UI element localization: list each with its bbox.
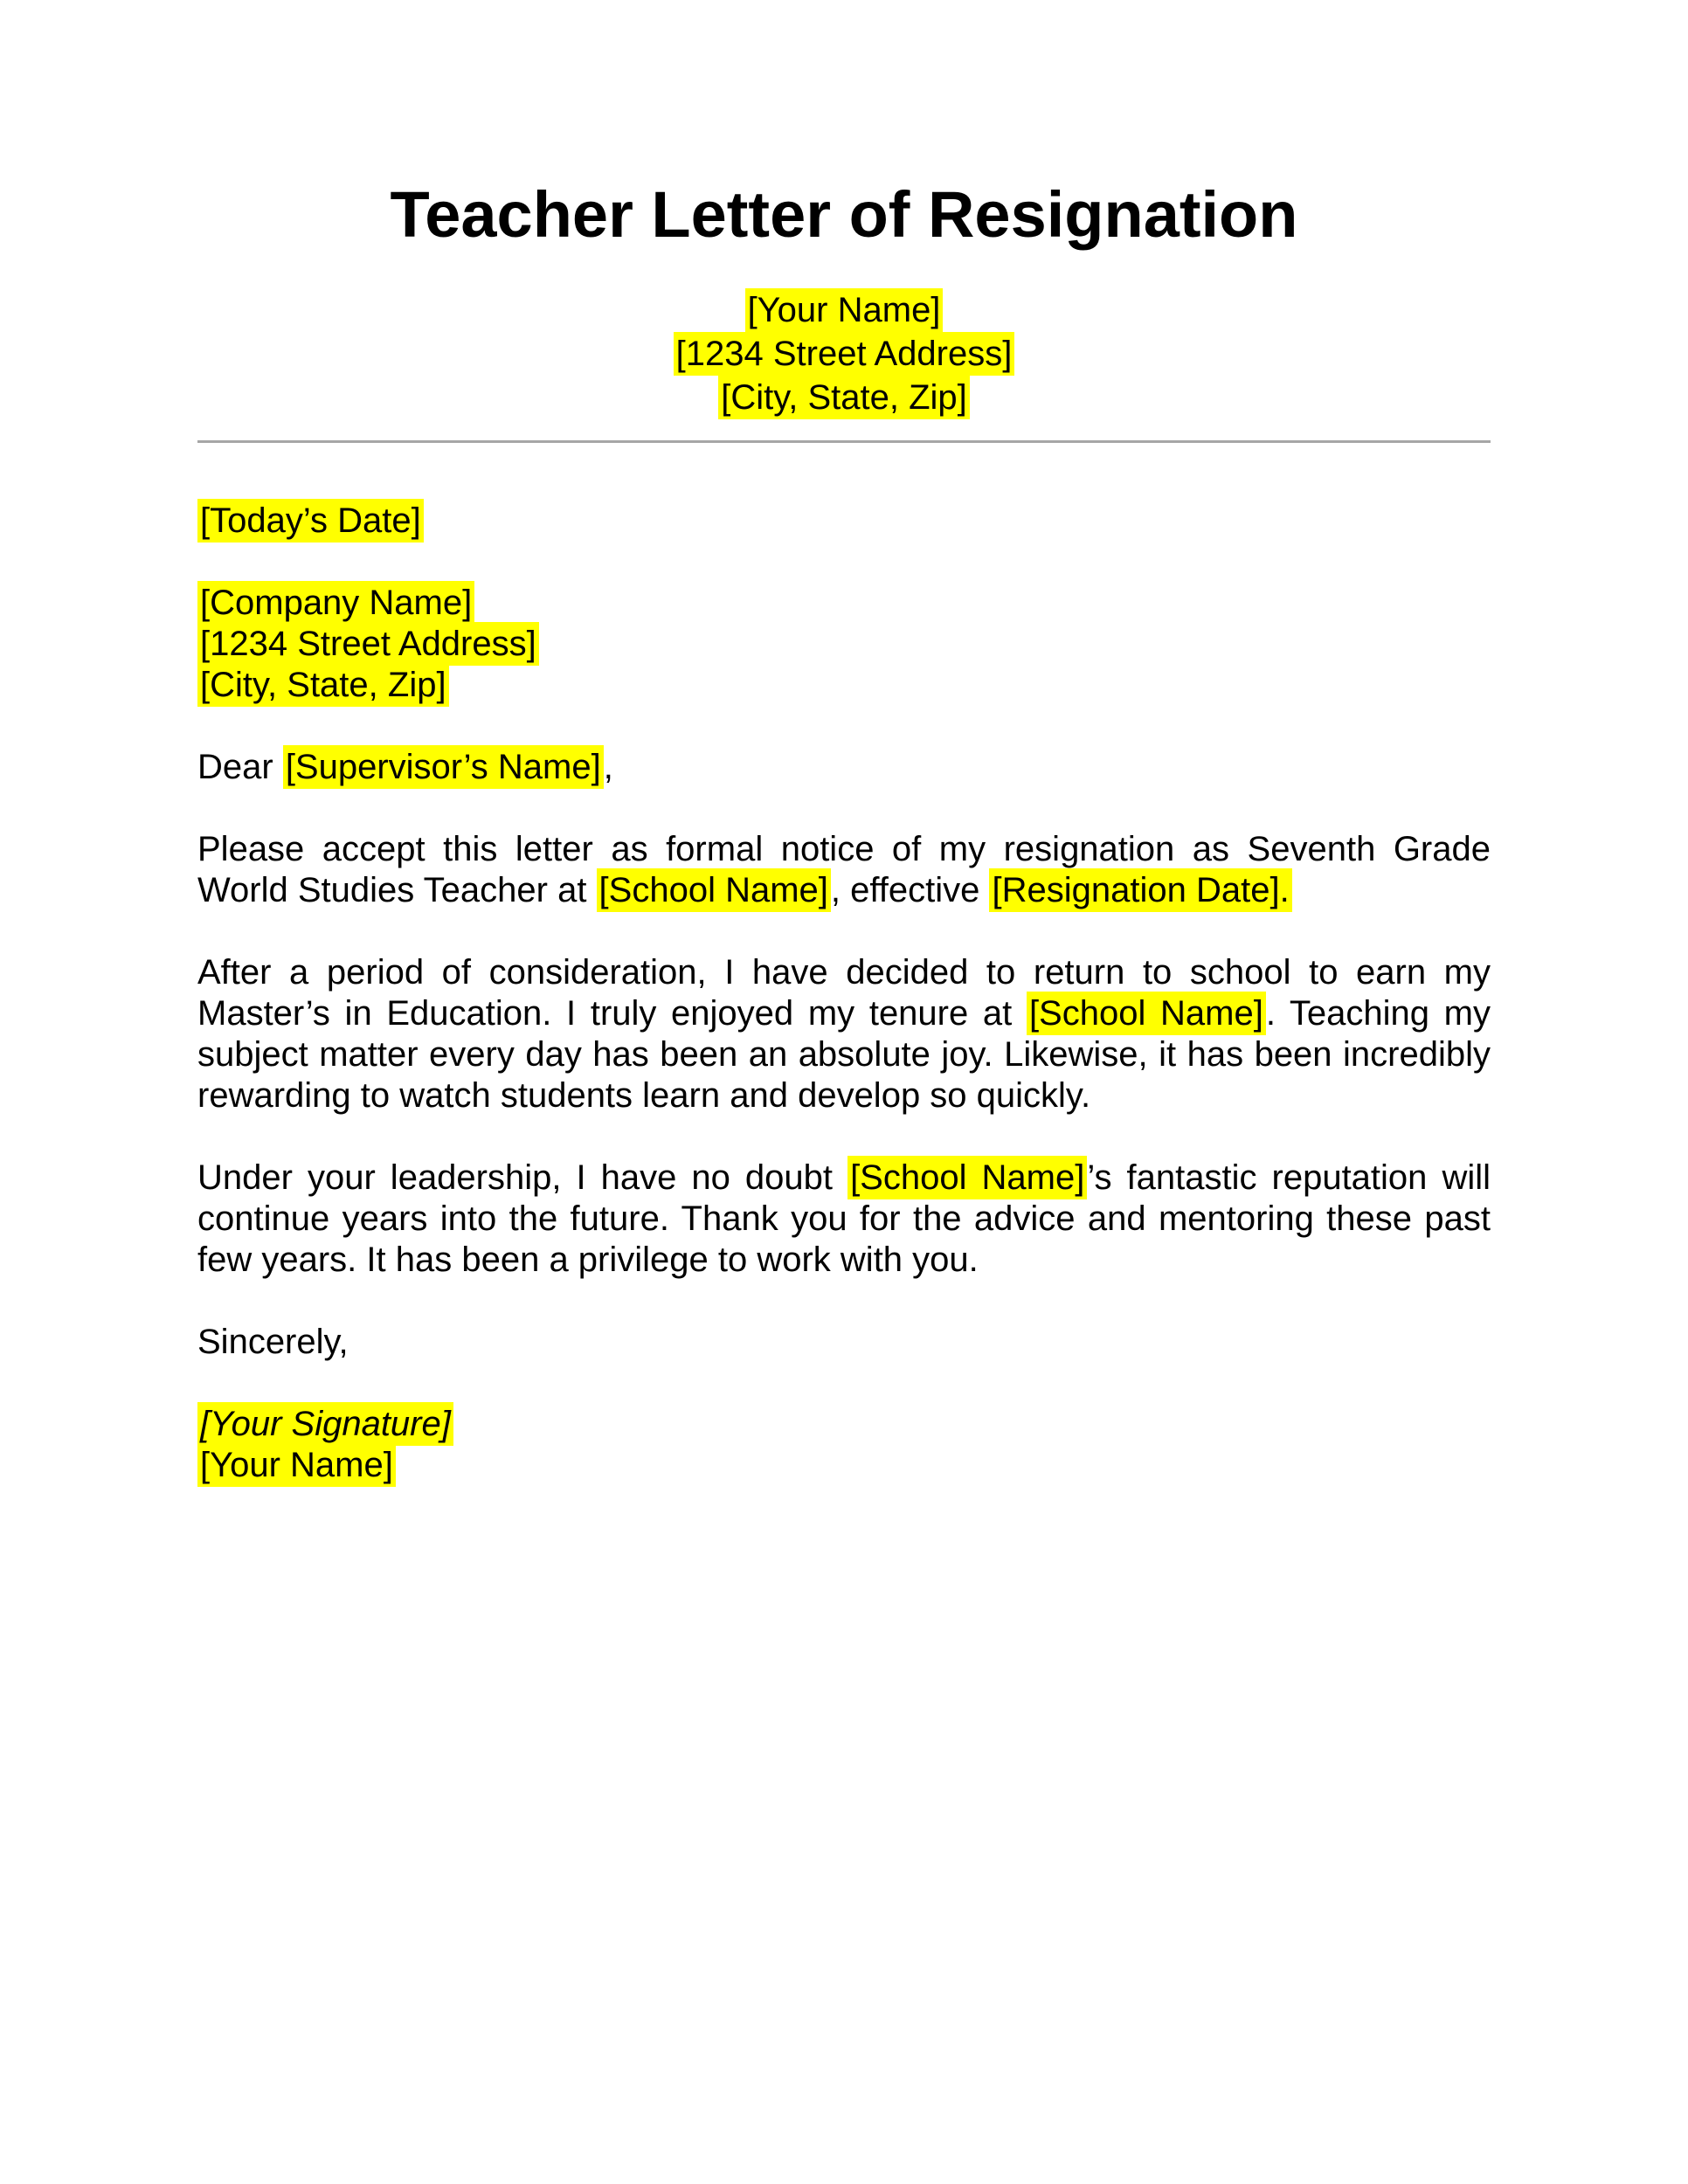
closing-line: Sincerely, — [197, 1323, 349, 1362]
school-name-placeholder: [School Name] — [847, 1156, 1087, 1199]
text-segment: After a period of consideration, I have decided to return to school to earn my Master’s in Education. I truly enjoyed my tenure at — [197, 953, 1491, 1033]
paragraph-1 — [197, 829, 1491, 911]
resignation-date-placeholder: [Resignation Date]. — [989, 868, 1291, 912]
recipient-company-placeholder: [Company Name] — [197, 581, 474, 625]
paragraph-3 — [197, 1158, 1491, 1281]
recipient-city-placeholder: [City, State, Zip] — [197, 663, 449, 707]
date-line — [197, 501, 1491, 542]
sender-city-line — [197, 376, 1491, 419]
text-segment: Please accept this letter as formal notice of my resignation as Seventh Grade World Studies Teacher at — [197, 830, 1491, 910]
text-segment: , effective — [830, 871, 990, 910]
signer-name-placeholder: [Your Name] — [197, 1443, 396, 1487]
sender-name-placeholder: [Your Name] — [745, 288, 944, 332]
salutation-line — [197, 747, 1491, 788]
signature-block — [197, 1404, 1491, 1486]
paragraph-2 — [197, 952, 1491, 1116]
document-title: Teacher Letter of Resignation — [390, 178, 1298, 251]
sender-street-placeholder: [1234 Street Address] — [674, 332, 1015, 376]
sender-address-block — [197, 288, 1491, 419]
signature-placeholder: [Your Signature] — [197, 1402, 453, 1446]
supervisor-name-placeholder: [Supervisor’s Name] — [283, 745, 604, 789]
divider-line — [197, 440, 1491, 443]
school-name-placeholder: [School Name] — [1027, 992, 1266, 1035]
recipient-street-placeholder: [1234 Street Address] — [197, 622, 539, 666]
school-name-placeholder: [School Name] — [597, 868, 831, 912]
sender-city-placeholder: [City, State, Zip] — [718, 376, 970, 419]
salutation-suffix: , — [603, 748, 613, 787]
recipient-address-block — [197, 583, 1491, 706]
sender-name-line — [197, 288, 1491, 332]
text-segment: Under your leadership, I have no doubt — [197, 1158, 848, 1198]
text-segment: ’s fantastic reputation will continue years into the future. Thank you for the advice and mentoring these past few years. It has been a privilege to work with you. — [197, 1158, 1491, 1280]
text-segment: . Teaching my subject matter every day has been an absolute joy. Likewise, it has been incredibly rewarding to watch students learn and develop so quickly. — [197, 994, 1491, 1116]
sender-street-line — [197, 332, 1491, 376]
date-placeholder: [Today’s Date] — [197, 499, 424, 543]
salutation-prefix: Dear — [197, 748, 283, 787]
